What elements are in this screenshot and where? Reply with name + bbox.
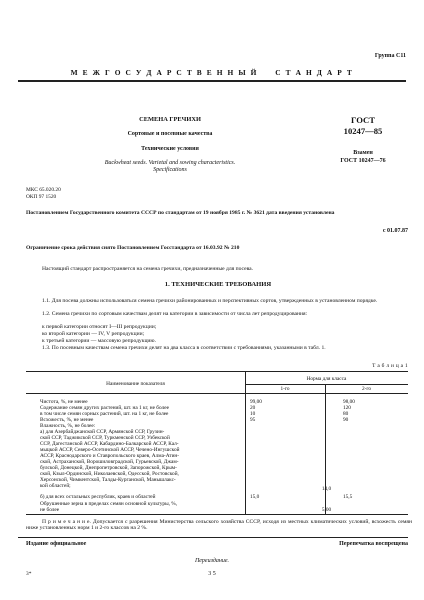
table-bottom-rule bbox=[26, 514, 408, 515]
category-1: к первой категории относят I—III репродукции; bbox=[42, 324, 157, 330]
col-header-class-1: 1-го bbox=[280, 386, 290, 392]
english-title: Buckwheat seeds. Varietal and sowing characteristics. bbox=[104, 160, 236, 166]
page-number: 3 5 bbox=[208, 571, 216, 577]
moisture-a-line: а) для Азербайджанской ССР, Армянской ССР, Грузин- bbox=[40, 429, 165, 435]
header-rule bbox=[18, 80, 406, 82]
footer-rule bbox=[18, 537, 408, 538]
table-cell: 10 bbox=[250, 411, 256, 417]
moisture-a-line: ской ССР, Таджикской ССР, Туркменской ССР, Узбекской bbox=[40, 435, 170, 441]
moisture-a-line: булской, Донецкой, Днепропетровской, Запорожской, Крым- bbox=[40, 465, 177, 471]
hulled-label: Обрушенные зерна в пределах семян основной культуры, %, bbox=[40, 501, 178, 507]
hulled-value: 5,00 bbox=[321, 507, 332, 513]
group-code: Группа С11 bbox=[374, 53, 406, 59]
table-cell: 120 bbox=[343, 405, 351, 411]
effective-date: с 01.07.87 bbox=[382, 228, 408, 234]
doc-title: СЕМЕНА ГРЕЧИХИ bbox=[139, 116, 201, 123]
official-edition: Издание официальное bbox=[26, 541, 87, 547]
moisture-b-label: б) для всех остальных республик, краев и областей bbox=[40, 494, 156, 500]
english-title-2: Specifications bbox=[153, 167, 187, 173]
moisture-a-line: кой областей; bbox=[40, 483, 71, 489]
moisture-a-line: ССР, Дагестанской АССР, Кабардино-Балкарской АССР, Кал- bbox=[40, 441, 179, 447]
moisture-a-line: ской, Кзыл-Ординской, Николаевской, Одесской, Ростовской, bbox=[40, 471, 179, 477]
table-cell: 99,00 bbox=[250, 399, 262, 405]
decree-text: Постановлением Государственного комитета СССР по стандартам от 19 ноября 1985 г. № 3621 дата введения установлена bbox=[26, 210, 335, 216]
table-row-label: Всхожесть, %, не менее bbox=[40, 417, 94, 423]
corner-mark: 3* bbox=[26, 571, 32, 577]
table-cell: 20 bbox=[250, 405, 256, 411]
mks-code: МКС 65.020.20 bbox=[26, 187, 61, 193]
moisture-a-line: мыцкой АССР, Северо-Осетинской АССР, Чечено-Ингушской bbox=[40, 447, 180, 453]
replaces-gost: ГОСТ 10247—76 bbox=[340, 158, 386, 164]
replaces-label: Взамен bbox=[353, 150, 373, 156]
doc-subtitle: Сортовые и посевные качества bbox=[127, 131, 213, 137]
reissue-label: Переиздание. bbox=[194, 558, 230, 564]
hulled-label: не более bbox=[40, 507, 60, 513]
table-row-label: Содержание семян других растений, шт. на 1 кг, не более bbox=[40, 405, 169, 411]
col-header-indicator: Наименование показателя bbox=[106, 381, 165, 387]
table-subheader-rule bbox=[245, 384, 408, 385]
moisture-a-value: 14,0 bbox=[321, 486, 332, 492]
table-cell: 80 bbox=[343, 411, 349, 417]
paragraph-1-1: 1.1. Для посева должны использоваться семена гречихи районированных и перспективных сортов, утвержденных в установленном порядке. bbox=[42, 298, 378, 304]
gost-label: ГОСТ bbox=[351, 115, 375, 125]
paragraph-1-2: 1.2. Семена гречихи по сортовым качествам делят на категории в зависимости от числа лет репродуцирования: bbox=[42, 311, 308, 317]
moisture-a-line: АССР, Краснодарского и Ставропольского краев, Алма-Атин- bbox=[40, 453, 180, 459]
moisture-a-line: ской, Астраханской, Ворошиловградской, Гурьевской, Джам- bbox=[40, 459, 179, 465]
note-text: П р и м е ч а н и е. Допускается с разрешения Министерства сельского хозяйства СССР, исходя из местных климатических условий, всхожесть семян ниже установленных норм 1 и 2-го классов на 2 %. bbox=[26, 519, 412, 532]
reprint-prohibited: Перепечатка воспрещена bbox=[339, 541, 408, 547]
table-header-rule bbox=[26, 393, 408, 394]
col-header-class-2: 2-го bbox=[361, 386, 372, 392]
table-cell: 95 bbox=[250, 417, 256, 423]
moisture-b-value-1: 15,0 bbox=[250, 494, 260, 500]
table-cell: 98,00 bbox=[343, 399, 355, 405]
table-row-label: Влажность, %, не более: bbox=[40, 423, 96, 429]
category-2: ко второй категории — IV, V репродукции; bbox=[42, 331, 145, 337]
col-header-norm: Норма для класса bbox=[306, 376, 347, 382]
category-3: к третьей категории — массовую репродукцию. bbox=[42, 338, 157, 344]
table-cell: 90 bbox=[343, 417, 349, 423]
table-row-label: в том числе семян сорных растений, шт. на 1 кг, не более bbox=[40, 411, 169, 417]
intro-paragraph: Настоящий стандарт распространяется на семена гречихи, предназначенные для посева. bbox=[42, 266, 254, 272]
restriction-text: Ограничение срока действия снято Постановлением Госстандарта от 16.03.92 № 210 bbox=[26, 245, 240, 251]
gost-number: 10247—85 bbox=[343, 126, 383, 136]
standard-banner: М Е Ж Г О С У Д А Р С Т В Е Н Н Ы Й С Т А Н Д А Р Т bbox=[70, 68, 354, 77]
okp-code: ОКП 97 1520 bbox=[26, 194, 57, 200]
section-title: 1. ТЕХНИЧЕСКИЕ ТРЕБОВАНИЯ bbox=[164, 281, 272, 288]
table-caption: Т а б л и ц а 1 bbox=[372, 363, 408, 369]
moisture-a-line: Херсонской, Чимкентской, Талды-Курганской, Манышлакс- bbox=[40, 477, 176, 483]
table-row-label: Чистота, %, не менее bbox=[40, 399, 88, 405]
table-top-rule bbox=[26, 371, 408, 372]
paragraph-1-3: 1.3. По посевным качествам семена гречихи делят на два класса в соответствии с требованиями, указанными в табл. 1. bbox=[42, 345, 326, 351]
moisture-b-value-2: 15,5 bbox=[343, 494, 353, 500]
doc-subtitle-2: Технические условия bbox=[141, 146, 199, 152]
